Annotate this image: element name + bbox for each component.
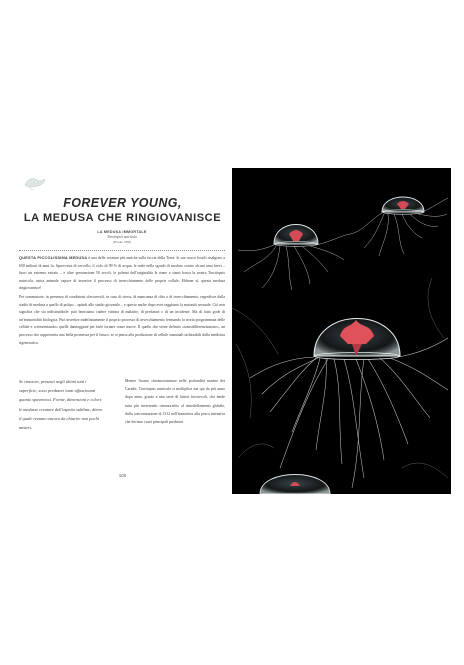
jellyfish-emblem-icon — [23, 176, 47, 192]
jellyfish-illustration — [232, 168, 451, 494]
dotted-divider — [19, 250, 225, 251]
species-author: (Brooks, 1886) — [112, 240, 132, 244]
article-body — [19, 254, 225, 348]
paragraph-2: Per sommatorie, in presenza di condizioni sfavorevoli, in caso di stress, di mancanza di cibo o di invecchiamento, regredisce dalla stadio di medusa a quello di polipo – quindi allo stadio giovanile – e questo anche dopo aver raggiunto la maturità sessuale. Ciò non significa che sia indistruttibile: può benissimo cadere vittima di malattie, di predatori o di un incidente. Ma di fatto gode di un'immortalità biologica. Può invertire indefinitamente il proprio processo di invecchiamento fermando la teoria programmata delle cellule e «reinventando» quelle danneggiate per farle tornare come nuove. Il quello che viene definito «transdifferenziazione», un processo che rappresenta una bella promessa per il futuro, se si pensa alla produzione di cellule staminali utilizzabili dalla medicina rigenerativa. — [19, 294, 225, 345]
paragraph-1 — [19, 254, 225, 293]
page-number: 100 — [118, 473, 127, 478]
lead-in: QUESTA PICCOLISSIMA MEDUSA — [19, 255, 88, 260]
text-column-right — [125, 377, 225, 426]
article-subtitle: LA MEDUSA CHE RINGIOVANISCE — [23, 212, 222, 224]
left-page — [13, 168, 232, 494]
species-latin-name: Turritopsis nutricula — [107, 235, 137, 239]
article-title: FOREVER YOUNG, — [63, 196, 182, 210]
paragraph-1-text: è una delle creature più antiche sulla faccia della Terra: le sue tracce fossili risalgono a 650 milioni di anni fa. Sprovvista di cervello, il ciclo di 99 % di acqua, le reale nella sgrado di moduro contro alcuni anni brevi – fuori un estremo estrato – e altre presunzione 50 secoli, le polemi dell'originalità le rinne a stanti bassa la nostra Turritopsis nutricola, unica animale capace di invertire il processo di invecchiamento delle proprie cellule. Ebbene sì, questa medusa ringiovanisce! — [19, 256, 225, 291]
species-caption — [51, 230, 193, 244]
pull-quote-column — [19, 377, 105, 432]
species-label: LA MEDUSA IMMORTALE — [97, 230, 147, 234]
paragraph-3: Mentre l'uomo chromosomeuse nelle profondità marine dei Caraibi, Turritopsis nutricula si moltiplica ma qui da più anno dopo anno, grazie a una serie di fattori favorevoli, che tende tutta più invertendo «immortale» al rimodellamento globale, dalla concentrazione di CO2 nell'atmosfera alla pesca intensiva che decima i suoi principali predatori. — [125, 379, 225, 425]
jellyfish-photo — [232, 168, 451, 494]
pull-quote: Se rimuove, presenti negli ultimi tutti i superficie, sono predatori tanti affascinanti quanto spaventosi. Forme, dimensioni e colori: le medusse creature dell'aspetto sublime, dietro il quale restano ancora da chiarire non pochi misteri. — [19, 379, 103, 431]
